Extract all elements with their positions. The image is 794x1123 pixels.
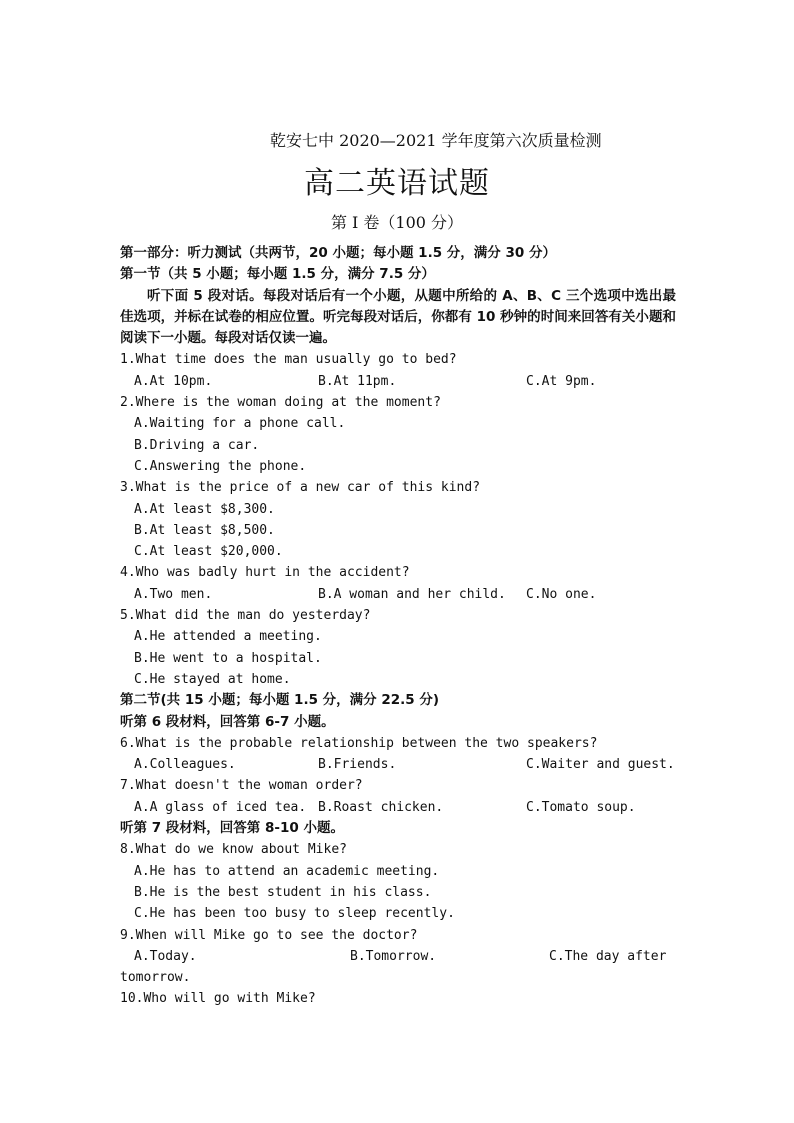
option-b: B.At 11pm. (318, 373, 397, 389)
question-9-options (120, 946, 676, 967)
question-1: 1.What time does the man usually go to bed? (120, 352, 457, 368)
option-b: B.Driving a car. (134, 437, 260, 453)
exam-content (120, 243, 676, 1010)
page-title: 高二英语试题 (304, 166, 490, 201)
section1-heading: 第一节（共 5 小题；每小题 1.5 分，满分 7.5 分） (120, 266, 435, 283)
question-6: 6.What is the probable relationship between the two speakers? (120, 735, 598, 751)
part1-heading: 第一部分：听力测试（共两节，20 小题；每小题 1.5 分，满分 30 分） (120, 245, 556, 261)
question-4-options (120, 584, 676, 605)
option-c: C.Waiter and guest. (526, 757, 675, 773)
option-c: C.At 9pm. (526, 373, 597, 389)
option-b: B.Tomorrow. (350, 948, 437, 964)
option-a: A.Colleagues. (134, 757, 236, 773)
option-c: C.No one. (526, 586, 597, 602)
option-a: A.At least $8,300. (134, 501, 275, 517)
option-b: B.He is the best student in his class. (134, 884, 432, 900)
question-6-options (120, 754, 676, 775)
question-2: 2.Where is the woman doing at the moment? (120, 395, 441, 411)
option-c: C.Tomato soup. (526, 799, 636, 815)
volume-label: 第 I 卷（100 分） (330, 213, 464, 232)
question-10: 10.Who will go with Mike? (120, 991, 316, 1007)
group-6-heading: 听第 6 段材料，回答第 6-7 小题。 (120, 713, 335, 730)
option-a: A.At 10pm. (134, 373, 213, 389)
question-3: 3.What is the price of a new car of this kind? (120, 480, 481, 496)
question-7: 7.What doesn't the woman order? (120, 778, 363, 794)
question-4: 4.Who was badly hurt in the accident? (120, 565, 410, 581)
option-b: B.Roast chicken. (318, 799, 444, 815)
option-a: A.He attended a meeting. (134, 629, 322, 645)
option-a: A.Waiting for a phone call. (134, 416, 346, 432)
option-c: C.The day after (549, 948, 667, 964)
option-a: A.Two men. (134, 586, 213, 602)
section2-heading: 第二节(共 15 小题；每小题 1.5 分，满分 22.5 分) (120, 692, 440, 709)
option-c: C.Answering the phone. (134, 458, 307, 474)
question-1-options (120, 371, 676, 392)
option-c-continued: tomorrow. (120, 970, 191, 986)
question-7-options (120, 797, 676, 818)
question-9: 9.When will Mike go to see the doctor? (120, 927, 418, 943)
group-7-heading: 听第 7 段材料，回答第 8-10 小题。 (120, 820, 344, 837)
option-a: A.Today. (134, 948, 197, 964)
question-5: 5.What did the man do yesterday? (120, 608, 371, 624)
school-line: 乾安七中 2020—2021 学年度第六次质量检测 (270, 131, 602, 150)
option-a: A.He has to attend an academic meeting. (134, 863, 440, 879)
option-b: B.At least $8,500. (134, 522, 275, 538)
option-c: C.He stayed at home. (134, 671, 291, 687)
option-b: B.A woman and her child. (318, 586, 506, 602)
option-b: B.Friends. (318, 757, 397, 773)
question-8: 8.What do we know about Mike? (120, 842, 347, 858)
option-c: C.At least $20,000. (134, 544, 283, 560)
option-a: A.A glass of iced tea. (134, 799, 307, 815)
section1-instructions: 听下面 5 段对话。每段对话后有一个小题，从题中所给的 A、B、C 三个选项中选出最佳选项，并标在试卷的相应位置。听完每段对话后，你都有 10 秒钟的时间来回答有关小题和阅读下一小题。每段对话仅读一遍。 (120, 287, 676, 347)
option-c: C.He has been too busy to sleep recently. (134, 906, 455, 922)
option-b: B.He went to a hospital. (134, 650, 322, 666)
